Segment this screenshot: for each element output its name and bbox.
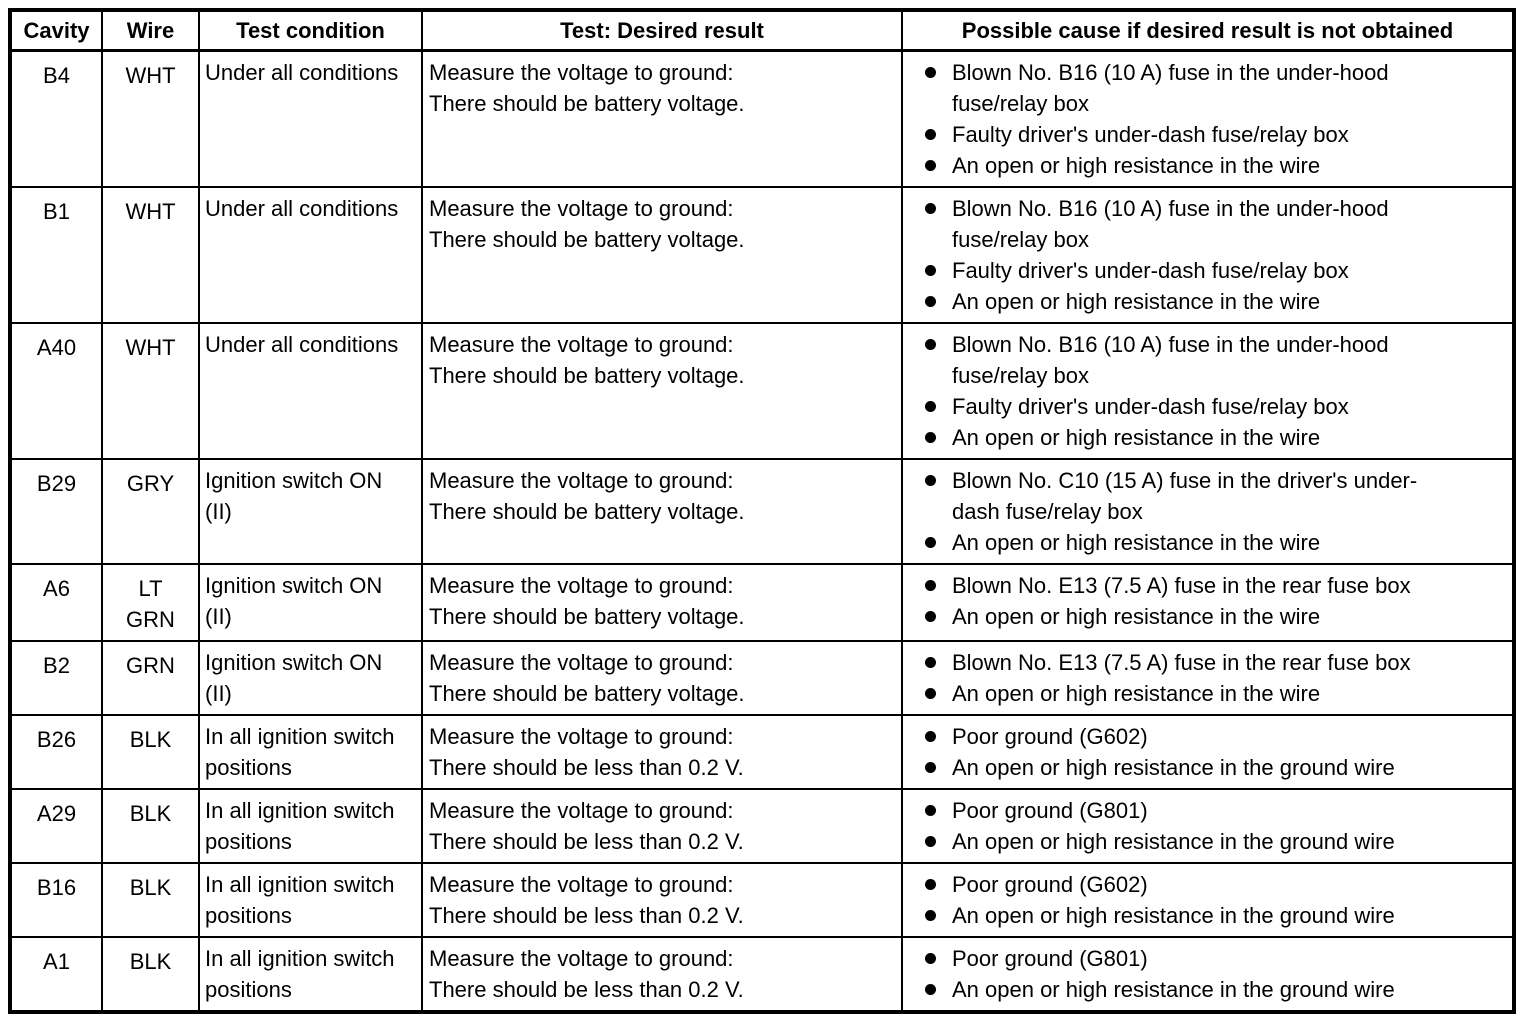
desired-result-cell [422, 459, 902, 564]
table-row [10, 863, 1514, 937]
test-condition-cell: In all ignition switch positions [199, 937, 422, 1012]
wire-cell: BLK [102, 789, 199, 863]
table-row [10, 937, 1514, 1012]
desired-result-cell [422, 564, 902, 641]
cause-item [915, 678, 1440, 709]
desired-result-line: Measure the voltage to ground: [429, 573, 734, 598]
desired-result-line: There should be battery voltage. [429, 681, 745, 706]
table-row [10, 641, 1514, 715]
bullet-icon [925, 265, 936, 276]
cause-item [915, 869, 1440, 900]
cavity-cell: A40 [10, 323, 102, 459]
cause-item [915, 193, 1440, 255]
bullet-icon [925, 879, 936, 890]
cavity-cell: B4 [10, 51, 102, 188]
possible-cause-cell [902, 715, 1514, 789]
wire-cell: GRY [102, 459, 199, 564]
bullet-icon [925, 296, 936, 307]
cause-text: An open or high resistance in the ground wire [952, 829, 1395, 854]
cause-item [915, 391, 1440, 422]
cavity-cell: B29 [10, 459, 102, 564]
bullet-icon [925, 984, 936, 995]
bullet-icon [925, 836, 936, 847]
desired-result-line: There should be less than 0.2 V. [429, 755, 744, 780]
cause-text: Poor ground (G801) [952, 946, 1148, 971]
cause-text: Poor ground (G602) [952, 872, 1148, 897]
diagnostic-table [8, 8, 1516, 1014]
bullet-icon [925, 401, 936, 412]
wire-cell: BLK [102, 715, 199, 789]
bullet-icon [925, 129, 936, 140]
cause-item [915, 752, 1440, 783]
possible-cause-cell [902, 789, 1514, 863]
cause-item [915, 900, 1440, 931]
cause-item [915, 527, 1440, 558]
bullet-icon [925, 910, 936, 921]
bullet-icon [925, 475, 936, 486]
possible-cause-cell [902, 187, 1514, 323]
table-row [10, 715, 1514, 789]
cause-item [915, 795, 1440, 826]
cavity-cell: B26 [10, 715, 102, 789]
cause-item [915, 601, 1440, 632]
cause-text: An open or high resistance in the ground wire [952, 903, 1395, 928]
cause-item [915, 329, 1440, 391]
possible-cause-cell [902, 937, 1514, 1012]
desired-result-line: Measure the voltage to ground: [429, 872, 734, 897]
bullet-icon [925, 432, 936, 443]
desired-result-line: Measure the voltage to ground: [429, 650, 734, 675]
table-row [10, 187, 1514, 323]
table-row [10, 789, 1514, 863]
cavity-cell: A1 [10, 937, 102, 1012]
possible-cause-cell [902, 459, 1514, 564]
bullet-icon [925, 67, 936, 78]
cause-text: An open or high resistance in the wire [952, 425, 1321, 450]
cause-item [915, 721, 1440, 752]
test-condition-cell: In all ignition switch positions [199, 863, 422, 937]
cavity-cell: B2 [10, 641, 102, 715]
desired-result-line: Measure the voltage to ground: [429, 60, 734, 85]
desired-result-cell [422, 51, 902, 188]
test-condition-cell: Ignition switch ON (II) [199, 641, 422, 715]
cause-item [915, 150, 1440, 181]
cause-text: Blown No. C10 (15 A) fuse in the driver's under-dash fuse/relay box [952, 468, 1418, 524]
cause-item [915, 570, 1440, 601]
cause-item [915, 286, 1440, 317]
possible-cause-cell [902, 323, 1514, 459]
table-row [10, 459, 1514, 564]
test-condition-cell: Under all conditions [199, 187, 422, 323]
column-header-possible-cause: Possible cause if desired result is not obtained [902, 10, 1514, 51]
column-header-test-condition: Test condition [199, 10, 422, 51]
bullet-icon [925, 657, 936, 668]
desired-result-line: There should be less than 0.2 V. [429, 829, 744, 854]
cause-text: Poor ground (G801) [952, 798, 1148, 823]
cause-item [915, 422, 1440, 453]
bullet-icon [925, 537, 936, 548]
cause-text: Blown No. B16 (10 A) fuse in the under-hood fuse/relay box [952, 332, 1389, 388]
bullet-icon [925, 731, 936, 742]
desired-result-line: There should be battery voltage. [429, 91, 745, 116]
cause-item [915, 974, 1440, 1005]
test-condition-cell: Under all conditions [199, 51, 422, 188]
wire-cell: BLK [102, 863, 199, 937]
bullet-icon [925, 611, 936, 622]
bullet-icon [925, 203, 936, 214]
desired-result-line: Measure the voltage to ground: [429, 468, 734, 493]
cause-item [915, 465, 1440, 527]
cause-item [915, 826, 1440, 857]
bullet-icon [925, 160, 936, 171]
wire-cell: BLK [102, 937, 199, 1012]
desired-result-line: There should be battery voltage. [429, 363, 745, 388]
column-header-wire: Wire [102, 10, 199, 51]
desired-result-line: There should be less than 0.2 V. [429, 903, 744, 928]
desired-result-cell [422, 187, 902, 323]
desired-result-cell [422, 863, 902, 937]
desired-result-line: Measure the voltage to ground: [429, 332, 734, 357]
cause-text: An open or high resistance in the ground wire [952, 755, 1395, 780]
cause-text: Poor ground (G602) [952, 724, 1148, 749]
test-condition-cell: Ignition switch ON (II) [199, 459, 422, 564]
cause-text: Blown No. E13 (7.5 A) fuse in the rear fuse box [952, 573, 1411, 598]
column-header-cavity: Cavity [10, 10, 102, 51]
desired-result-cell [422, 641, 902, 715]
cause-text: Blown No. B16 (10 A) fuse in the under-hood fuse/relay box [952, 60, 1389, 116]
cause-item [915, 119, 1440, 150]
wire-cell: WHT [102, 323, 199, 459]
possible-cause-cell [902, 564, 1514, 641]
column-header-desired-result: Test: Desired result [422, 10, 902, 51]
test-condition-cell: In all ignition switch positions [199, 715, 422, 789]
desired-result-line: There should be battery voltage. [429, 227, 745, 252]
cause-text: Faulty driver's under-dash fuse/relay box [952, 122, 1349, 147]
bullet-icon [925, 339, 936, 350]
desired-result-cell [422, 715, 902, 789]
cause-item [915, 647, 1440, 678]
cause-text: Blown No. E13 (7.5 A) fuse in the rear fuse box [952, 650, 1411, 675]
bullet-icon [925, 953, 936, 964]
possible-cause-cell [902, 51, 1514, 188]
wire-cell: WHT [102, 187, 199, 323]
desired-result-line: There should be battery voltage. [429, 499, 745, 524]
cause-text: An open or high resistance in the wire [952, 153, 1321, 178]
desired-result-line: Measure the voltage to ground: [429, 196, 734, 221]
wire-cell: LT GRN [102, 564, 199, 641]
bullet-icon [925, 762, 936, 773]
cause-text: An open or high resistance in the wire [952, 681, 1321, 706]
desired-result-cell [422, 323, 902, 459]
cause-item [915, 943, 1440, 974]
test-condition-cell: Under all conditions [199, 323, 422, 459]
desired-result-line: Measure the voltage to ground: [429, 798, 734, 823]
cause-item [915, 255, 1440, 286]
desired-result-cell [422, 789, 902, 863]
desired-result-line: Measure the voltage to ground: [429, 724, 734, 749]
table-row [10, 51, 1514, 188]
cause-text: Faulty driver's under-dash fuse/relay box [952, 258, 1349, 283]
possible-cause-cell [902, 863, 1514, 937]
bullet-icon [925, 580, 936, 591]
cavity-cell: B1 [10, 187, 102, 323]
test-condition-cell: In all ignition switch positions [199, 789, 422, 863]
cause-text: An open or high resistance in the wire [952, 604, 1321, 629]
table-row [10, 323, 1514, 459]
cause-text: An open or high resistance in the wire [952, 289, 1321, 314]
possible-cause-cell [902, 641, 1514, 715]
cause-text: Blown No. B16 (10 A) fuse in the under-hood fuse/relay box [952, 196, 1389, 252]
test-condition-cell: Ignition switch ON (II) [199, 564, 422, 641]
cause-text: An open or high resistance in the wire [952, 530, 1321, 555]
bullet-icon [925, 805, 936, 816]
bullet-icon [925, 688, 936, 699]
wire-cell: WHT [102, 51, 199, 188]
table-header-row [10, 10, 1514, 51]
cavity-cell: A29 [10, 789, 102, 863]
cavity-cell: A6 [10, 564, 102, 641]
table-row [10, 564, 1514, 641]
cause-text: An open or high resistance in the ground wire [952, 977, 1395, 1002]
desired-result-cell [422, 937, 902, 1012]
desired-result-line: There should be less than 0.2 V. [429, 977, 744, 1002]
cause-text: Faulty driver's under-dash fuse/relay box [952, 394, 1349, 419]
desired-result-line: There should be battery voltage. [429, 604, 745, 629]
cavity-cell: B16 [10, 863, 102, 937]
desired-result-line: Measure the voltage to ground: [429, 946, 734, 971]
wire-cell: GRN [102, 641, 199, 715]
cause-item [915, 57, 1440, 119]
